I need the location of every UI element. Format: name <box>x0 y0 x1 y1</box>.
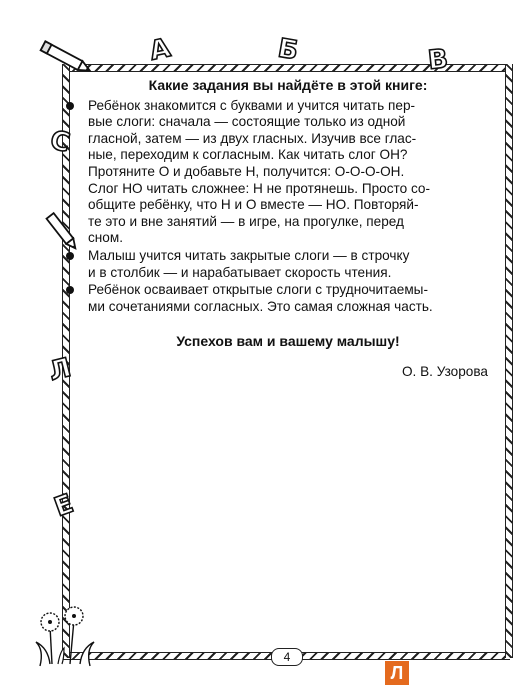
letter-s-icon: С <box>47 125 73 159</box>
bullet-icon <box>66 252 74 260</box>
text-line: Ребёнок знакомится с буквами и учится читать пер- <box>88 97 416 113</box>
author-name: О. В. Узорова <box>401 363 488 379</box>
text-line: Малыш учится читать закрытые слоги — в строчку <box>88 247 410 263</box>
text-line: и в столбик — и нарабатывает скорость чтения. <box>88 264 392 280</box>
list-item <box>88 98 488 247</box>
text-line: Слог НО читать сложнее: Н не протянешь. Просто со- <box>88 180 430 196</box>
page-heading: Какие задания вы найдёте в этой книге: <box>148 77 428 93</box>
letter-a-icon: А <box>147 33 173 67</box>
publisher-logo: Л <box>385 661 409 685</box>
list-item <box>88 248 488 281</box>
text-line: ные, переходим к согласным. Как читать слог ОН? <box>88 147 408 163</box>
letter-b-icon: Б <box>275 33 301 67</box>
pencil-icon <box>40 208 84 256</box>
main-content <box>88 77 488 381</box>
pencil-icon <box>36 36 96 80</box>
letter-l-icon: Л <box>45 352 75 388</box>
text-line: общите ребёнку, что Н и О вместе — НО. Повторяй- <box>88 197 419 213</box>
text-line: ми сочетаниями согласных. Это самая сложная часть. <box>88 298 433 314</box>
letter-e-icon: Е <box>50 488 78 524</box>
bullet-icon <box>66 102 74 110</box>
letter-v-icon: В <box>426 44 450 76</box>
text-line: те это и вне занятий — в игре, на прогулке, перед <box>88 213 404 229</box>
closing-wish: Успехов вам и вашему малышу! <box>176 333 400 350</box>
text-line: вые слоги: сначала — состоящие только из одной <box>88 114 406 130</box>
task-list <box>88 98 488 316</box>
page-number: 4 <box>271 648 303 666</box>
text-line: Ребёнок осваивает открытые слоги с трудночитаемы- <box>88 282 428 298</box>
text-line: сном. <box>88 230 123 246</box>
bullet-icon <box>66 286 74 294</box>
right-border <box>505 64 513 658</box>
text-line: Протяните О и добавьте Н, получится: О-О-О-ОН. <box>88 163 405 179</box>
list-item <box>88 282 488 315</box>
text-line: гласной, затем — из двух гласных. Изучив все глас- <box>88 130 417 146</box>
dandelion-icon <box>30 606 100 668</box>
